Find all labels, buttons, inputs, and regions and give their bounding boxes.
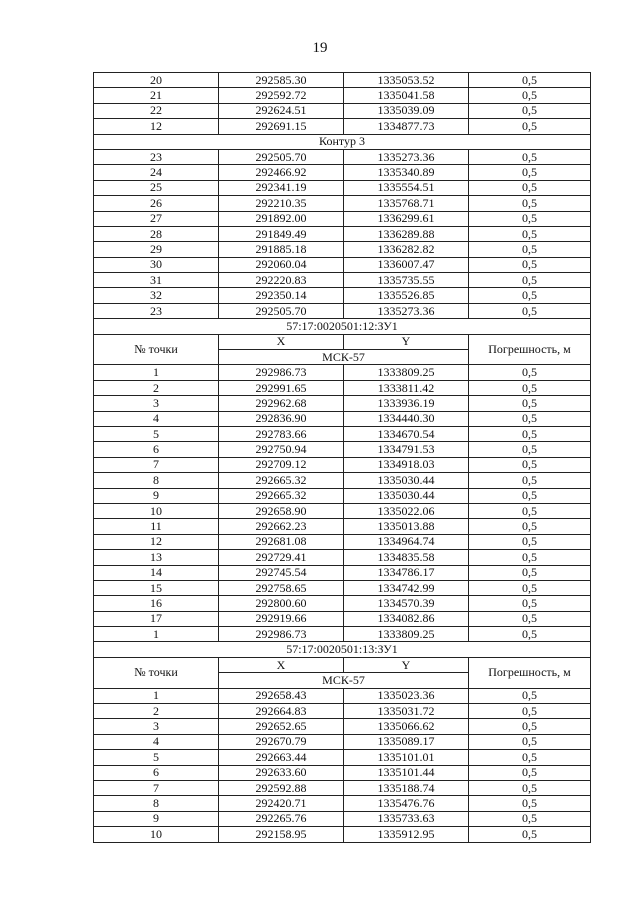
x-coordinate-cell: 292592.88 (219, 780, 344, 795)
y-coordinate-cell: 1335526.85 (344, 288, 469, 303)
point-number-cell: 9 (94, 488, 219, 503)
error-cell: 0,5 (469, 534, 591, 549)
x-coordinate-cell: 291892.00 (219, 211, 344, 226)
error-cell: 0,5 (469, 103, 591, 118)
y-coordinate-cell: 1336289.88 (344, 226, 469, 241)
table-row (94, 734, 591, 749)
x-coordinate-cell: 292350.14 (219, 288, 344, 303)
error-cell: 0,5 (469, 257, 591, 272)
x-coordinate-cell: 292633.60 (219, 765, 344, 780)
section-caption-row (94, 134, 591, 149)
y-coordinate-cell: 1335089.17 (344, 734, 469, 749)
error-cell: 0,5 (469, 442, 591, 457)
table-row (94, 811, 591, 826)
x-coordinate-cell: 292783.66 (219, 426, 344, 441)
table-row (94, 273, 591, 288)
error-cell: 0,5 (469, 627, 591, 642)
y-coordinate-cell: 1335023.36 (344, 688, 469, 703)
table-row (94, 242, 591, 257)
point-number-cell: 5 (94, 426, 219, 441)
error-cell: 0,5 (469, 149, 591, 164)
header-row (94, 334, 591, 349)
error-cell: 0,5 (469, 565, 591, 580)
error-cell: 0,5 (469, 704, 591, 719)
point-number-cell: 31 (94, 273, 219, 288)
point-number-cell: 6 (94, 442, 219, 457)
error-cell: 0,5 (469, 119, 591, 134)
point-number-cell: 24 (94, 165, 219, 180)
x-coordinate-cell: 292505.70 (219, 149, 344, 164)
header-row (94, 657, 591, 672)
x-column-header: X (219, 334, 344, 349)
error-cell: 0,5 (469, 488, 591, 503)
x-coordinate-cell: 292466.92 (219, 165, 344, 180)
point-number-cell: 20 (94, 73, 219, 88)
x-coordinate-cell: 292758.65 (219, 580, 344, 595)
point-number-cell: 10 (94, 827, 219, 842)
y-column-header: Y (344, 657, 469, 672)
y-coordinate-cell: 1336282.82 (344, 242, 469, 257)
y-coordinate-cell: 1334964.74 (344, 534, 469, 549)
error-cell: 0,5 (469, 273, 591, 288)
error-cell: 0,5 (469, 242, 591, 257)
error-cell: 0,5 (469, 688, 591, 703)
table-row (94, 580, 591, 595)
y-coordinate-cell: 1334570.39 (344, 596, 469, 611)
error-cell: 0,5 (469, 411, 591, 426)
point-number-cell: 22 (94, 103, 219, 118)
table-row (94, 73, 591, 88)
table-row (94, 473, 591, 488)
table-row (94, 534, 591, 549)
table-row (94, 688, 591, 703)
table-row (94, 380, 591, 395)
point-number-cell: 7 (94, 780, 219, 795)
x-coordinate-cell: 292800.60 (219, 596, 344, 611)
y-coordinate-cell: 1335066.62 (344, 719, 469, 734)
point-number-cell: 6 (94, 765, 219, 780)
table-row (94, 780, 591, 795)
table-row (94, 596, 591, 611)
x-coordinate-cell: 292664.83 (219, 704, 344, 719)
error-cell: 0,5 (469, 303, 591, 318)
x-coordinate-cell: 292665.32 (219, 473, 344, 488)
y-coordinate-cell: 1336007.47 (344, 257, 469, 272)
point-number-cell: 13 (94, 550, 219, 565)
point-number-cell: 23 (94, 303, 219, 318)
point-number-cell: 11 (94, 519, 219, 534)
x-coordinate-cell: 292585.30 (219, 73, 344, 88)
y-coordinate-cell: 1335101.01 (344, 750, 469, 765)
y-coordinate-cell: 1334918.03 (344, 457, 469, 472)
table-row (94, 503, 591, 518)
x-coordinate-cell: 292624.51 (219, 103, 344, 118)
error-cell: 0,5 (469, 611, 591, 626)
error-cell: 0,5 (469, 734, 591, 749)
point-number-cell: 27 (94, 211, 219, 226)
error-column-header: Погрешность, м (469, 657, 591, 688)
point-number-cell: 12 (94, 534, 219, 549)
x-coordinate-cell: 292986.73 (219, 365, 344, 380)
error-cell: 0,5 (469, 457, 591, 472)
error-cell: 0,5 (469, 365, 591, 380)
x-coordinate-cell: 292662.23 (219, 519, 344, 534)
x-coordinate-cell: 292652.65 (219, 719, 344, 734)
y-coordinate-cell: 1333811.42 (344, 380, 469, 395)
y-coordinate-cell: 1335768.71 (344, 196, 469, 211)
y-coordinate-cell: 1335041.58 (344, 88, 469, 103)
x-coordinate-cell: 292709.12 (219, 457, 344, 472)
section-caption-row (94, 642, 591, 657)
y-coordinate-cell: 1335554.51 (344, 180, 469, 195)
table-row (94, 226, 591, 241)
x-coordinate-cell: 292658.43 (219, 688, 344, 703)
error-cell: 0,5 (469, 550, 591, 565)
x-coordinate-cell: 292663.44 (219, 750, 344, 765)
x-coordinate-cell: 292991.65 (219, 380, 344, 395)
x-coordinate-cell: 292750.94 (219, 442, 344, 457)
error-cell: 0,5 (469, 165, 591, 180)
point-number-cell: 26 (94, 196, 219, 211)
point-number-cell: 16 (94, 596, 219, 611)
table-row (94, 149, 591, 164)
error-cell: 0,5 (469, 211, 591, 226)
point-column-header: № точки (94, 334, 219, 365)
y-coordinate-cell: 1335030.44 (344, 488, 469, 503)
point-number-cell: 25 (94, 180, 219, 195)
point-number-cell: 8 (94, 796, 219, 811)
section-caption: 57:17:0020501:13:ЗУ1 (94, 642, 591, 657)
point-number-cell: 29 (94, 242, 219, 257)
y-coordinate-cell: 1335273.36 (344, 303, 469, 318)
point-number-cell: 28 (94, 226, 219, 241)
error-cell: 0,5 (469, 780, 591, 795)
table-row (94, 796, 591, 811)
error-column-header: Погрешность, м (469, 334, 591, 365)
x-coordinate-cell: 292658.90 (219, 503, 344, 518)
x-coordinate-cell: 292060.04 (219, 257, 344, 272)
point-number-cell: 10 (94, 503, 219, 518)
x-coordinate-cell: 291849.49 (219, 226, 344, 241)
error-cell: 0,5 (469, 380, 591, 395)
error-cell: 0,5 (469, 180, 591, 195)
coordinate-system-label: МСК-57 (219, 350, 469, 365)
y-coordinate-cell: 1335101.44 (344, 765, 469, 780)
table-row (94, 426, 591, 441)
error-cell: 0,5 (469, 811, 591, 826)
y-coordinate-cell: 1334835.58 (344, 550, 469, 565)
y-coordinate-cell: 1335735.55 (344, 273, 469, 288)
point-number-cell: 23 (94, 149, 219, 164)
table-row (94, 550, 591, 565)
y-coordinate-cell: 1335733.63 (344, 811, 469, 826)
error-cell: 0,5 (469, 750, 591, 765)
x-column-header: X (219, 657, 344, 672)
table-row (94, 827, 591, 842)
table-row (94, 180, 591, 195)
point-column-header: № точки (94, 657, 219, 688)
x-coordinate-cell: 292919.66 (219, 611, 344, 626)
x-coordinate-cell: 292341.19 (219, 180, 344, 195)
x-coordinate-cell: 292592.72 (219, 88, 344, 103)
y-coordinate-cell: 1335013.88 (344, 519, 469, 534)
y-coordinate-cell: 1333809.25 (344, 365, 469, 380)
table-row (94, 288, 591, 303)
error-cell: 0,5 (469, 226, 591, 241)
table-row (94, 488, 591, 503)
y-coordinate-cell: 1334791.53 (344, 442, 469, 457)
y-coordinate-cell: 1333809.25 (344, 627, 469, 642)
point-number-cell: 12 (94, 119, 219, 134)
y-coordinate-cell: 1335022.06 (344, 503, 469, 518)
table-row (94, 565, 591, 580)
y-coordinate-cell: 1334742.99 (344, 580, 469, 595)
y-coordinate-cell: 1334786.17 (344, 565, 469, 580)
table-row (94, 119, 591, 134)
y-coordinate-cell: 1335340.89 (344, 165, 469, 180)
table-row (94, 257, 591, 272)
error-cell: 0,5 (469, 796, 591, 811)
point-number-cell: 2 (94, 380, 219, 395)
error-cell: 0,5 (469, 719, 591, 734)
section-caption-row (94, 319, 591, 334)
page-number: 19 (312, 40, 328, 56)
table-row (94, 627, 591, 642)
table-row (94, 165, 591, 180)
table-row (94, 88, 591, 103)
table-row (94, 457, 591, 472)
x-coordinate-cell: 292745.54 (219, 565, 344, 580)
y-coordinate-cell: 1334440.30 (344, 411, 469, 426)
error-cell: 0,5 (469, 426, 591, 441)
table-row (94, 396, 591, 411)
y-coordinate-cell: 1336299.61 (344, 211, 469, 226)
table-row (94, 519, 591, 534)
point-number-cell: 14 (94, 565, 219, 580)
table-row (94, 765, 591, 780)
point-number-cell: 8 (94, 473, 219, 488)
error-cell: 0,5 (469, 396, 591, 411)
table-row (94, 719, 591, 734)
y-coordinate-cell: 1334082.86 (344, 611, 469, 626)
x-coordinate-cell: 291885.18 (219, 242, 344, 257)
y-coordinate-cell: 1335039.09 (344, 103, 469, 118)
point-number-cell: 30 (94, 257, 219, 272)
table-row (94, 611, 591, 626)
error-cell: 0,5 (469, 88, 591, 103)
point-number-cell: 3 (94, 719, 219, 734)
y-coordinate-cell: 1335053.52 (344, 73, 469, 88)
point-number-cell: 7 (94, 457, 219, 472)
x-coordinate-cell: 292670.79 (219, 734, 344, 749)
y-column-header: Y (344, 334, 469, 349)
coordinates-table (93, 72, 591, 843)
error-cell: 0,5 (469, 503, 591, 518)
table-row (94, 303, 591, 318)
x-coordinate-cell: 292665.32 (219, 488, 344, 503)
section-caption: 57:17:0020501:12:ЗУ1 (94, 319, 591, 334)
x-coordinate-cell: 292681.08 (219, 534, 344, 549)
table-row (94, 103, 591, 118)
point-number-cell: 4 (94, 734, 219, 749)
error-cell: 0,5 (469, 596, 591, 611)
error-cell: 0,5 (469, 519, 591, 534)
table-row (94, 750, 591, 765)
table-row (94, 704, 591, 719)
y-coordinate-cell: 1335912.95 (344, 827, 469, 842)
y-coordinate-cell: 1334877.73 (344, 119, 469, 134)
x-coordinate-cell: 292691.15 (219, 119, 344, 134)
point-number-cell: 1 (94, 627, 219, 642)
x-coordinate-cell: 292220.83 (219, 273, 344, 288)
y-coordinate-cell: 1335476.76 (344, 796, 469, 811)
point-number-cell: 4 (94, 411, 219, 426)
table-row (94, 196, 591, 211)
y-coordinate-cell: 1333936.19 (344, 396, 469, 411)
x-coordinate-cell: 292836.90 (219, 411, 344, 426)
point-number-cell: 3 (94, 396, 219, 411)
point-number-cell: 32 (94, 288, 219, 303)
point-number-cell: 5 (94, 750, 219, 765)
section-caption: Контур 3 (94, 134, 591, 149)
error-cell: 0,5 (469, 765, 591, 780)
table-row (94, 411, 591, 426)
y-coordinate-cell: 1335188.74 (344, 780, 469, 795)
coordinate-system-label: МСК-57 (219, 673, 469, 688)
y-coordinate-cell: 1335273.36 (344, 149, 469, 164)
error-cell: 0,5 (469, 73, 591, 88)
point-number-cell: 1 (94, 365, 219, 380)
x-coordinate-cell: 292210.35 (219, 196, 344, 211)
point-number-cell: 2 (94, 704, 219, 719)
x-coordinate-cell: 292420.71 (219, 796, 344, 811)
x-coordinate-cell: 292158.95 (219, 827, 344, 842)
point-number-cell: 17 (94, 611, 219, 626)
x-coordinate-cell: 292729.41 (219, 550, 344, 565)
point-number-cell: 15 (94, 580, 219, 595)
error-cell: 0,5 (469, 196, 591, 211)
table-row (94, 442, 591, 457)
y-coordinate-cell: 1335030.44 (344, 473, 469, 488)
y-coordinate-cell: 1334670.54 (344, 426, 469, 441)
error-cell: 0,5 (469, 827, 591, 842)
point-number-cell: 9 (94, 811, 219, 826)
table-row (94, 365, 591, 380)
x-coordinate-cell: 292986.73 (219, 627, 344, 642)
error-cell: 0,5 (469, 473, 591, 488)
point-number-cell: 21 (94, 88, 219, 103)
error-cell: 0,5 (469, 288, 591, 303)
error-cell: 0,5 (469, 580, 591, 595)
point-number-cell: 1 (94, 688, 219, 703)
y-coordinate-cell: 1335031.72 (344, 704, 469, 719)
x-coordinate-cell: 292265.76 (219, 811, 344, 826)
table-row (94, 211, 591, 226)
x-coordinate-cell: 292505.70 (219, 303, 344, 318)
x-coordinate-cell: 292962.68 (219, 396, 344, 411)
